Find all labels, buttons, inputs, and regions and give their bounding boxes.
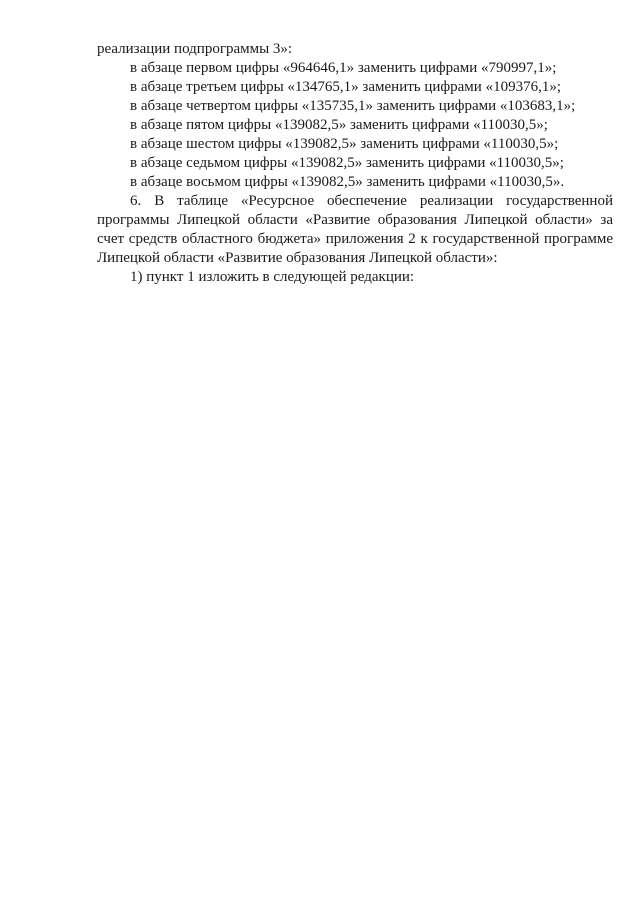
text-line-paragraph-5: в абзаце пятом цифры «139082,5» заменить цифрами «110030,5»; — [130, 117, 548, 133]
paragraph-6-line-3: счет средств областного бюджета» приложения 2 к государственной программе — [97, 231, 613, 247]
text-line-paragraph-6: в абзаце шестом цифры «139082,5» заменить цифрами «110030,5»; — [130, 136, 559, 152]
paragraph-6-line-4: Липецкой области «Развитие образования Липецкой области»: — [97, 250, 498, 266]
text-line-paragraph-8: в абзаце восьмом цифры «139082,5» заменить цифрами «110030,5». — [130, 174, 565, 190]
text-line-paragraph-7: в абзаце седьмом цифры «139082,5» заменить цифрами «110030,5»; — [130, 155, 564, 171]
paragraph-6 — [97, 192, 613, 268]
text-line-paragraph-1: в абзаце первом цифры «964646,1» заменить цифрами «790997,1»; — [130, 60, 557, 76]
paragraph-6-line-2: программы Липецкой области «Развитие образования Липецкой области» за — [97, 212, 613, 228]
text-line-paragraph-3: в абзаце третьем цифры «134765,1» заменить цифрами «109376,1»; — [130, 79, 561, 95]
document-text — [97, 40, 613, 287]
paragraph-6-line-1: 6. В таблице «Ресурсное обеспечение реализации государственной — [130, 193, 613, 209]
text-line-paragraph-4: в абзаце четвертом цифры «135735,1» заменить цифрами «103683,1»; — [130, 98, 576, 114]
text-line-continuation: реализации подпрограммы 3»: — [97, 41, 293, 57]
item-1-text: 1) пункт 1 изложить в следующей редакции: — [130, 269, 415, 285]
